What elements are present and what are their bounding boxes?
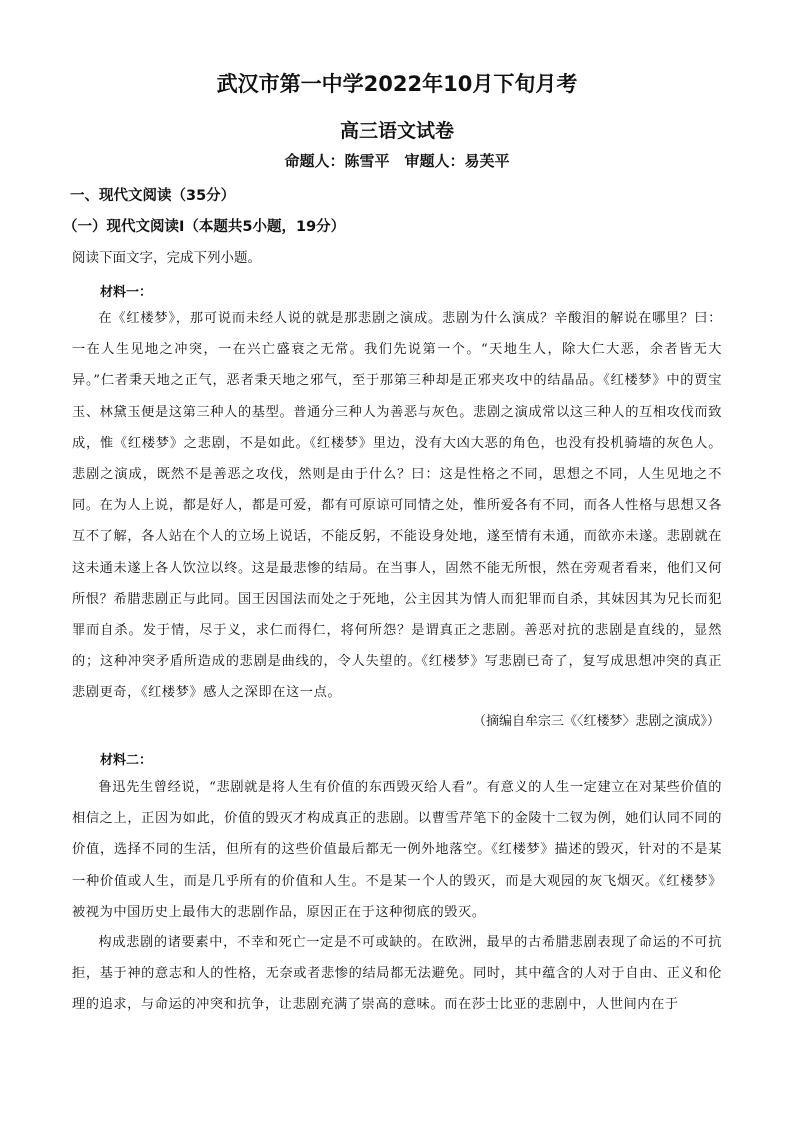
material-1-label: 材料一： bbox=[100, 285, 153, 300]
material-1-source: （摘编自牟宗三《〈红楼梦〉悲剧之演成》） bbox=[472, 714, 720, 729]
paper-title: 高三语文试卷 bbox=[339, 120, 454, 142]
material-2-paragraph-1: 鲁迅先生曾经说，“悲剧就是将人生有价值的东西毁灭给人看”。有意义的人生一定建立在对某些价值的相信之上，正因为如此，价值的毁灭才构成真正的悲剧。以曹雪芹笔下的金陵十二钗为例，她们认同不同的价值，选择不同的生活，但所有的这些价值最后都无一例外地落空。《红楼梦》描述的毁灭，针对的不是某一种价值或人生，而是几乎所有的价值和人生。不是某一个人的毁灭，而是大观园的灰飞烟灭。《红楼梦》被视为中国历史上最伟大的悲剧作品，原因正在于这种彻底的毁灭。 bbox=[72, 780, 722, 920]
instruction-text: 阅读下面文字，完成下列小题。 bbox=[72, 250, 261, 266]
subsection-heading: （一）现代文阅读Ⅰ（本题共5小题，19分） bbox=[63, 219, 346, 235]
material-2-label: 材料二： bbox=[100, 753, 153, 768]
authors-line: 命题人：陈雪平 审题人：易芙平 bbox=[284, 152, 510, 170]
material-2-paragraph-2: 构成悲剧的诸要素中，不幸和死亡一定是不可或缺的。在欧洲，最早的古希腊悲剧表现了命运的不可抗拒，基于神的意志和人的性格，无奈或者悲惨的结局都无法避免。同时，其中蕴含的人对于自由、正义和伦理的追求，与命运的冲突和抗争，让悲剧充满了崇高的意味。而在莎士比亚的悲剧中，人世间内在于 bbox=[72, 935, 722, 1013]
section-heading: 一、现代文阅读（35分） bbox=[70, 188, 236, 204]
exam-title: 武汉市第一中学2022年10月下旬月考 bbox=[216, 72, 578, 96]
material-1-paragraph: 在《红楼梦》，那可说而未经人说的就是那悲剧之演成。悲剧为什么演成？辛酸泪的解说在哪里？曰：一在人生见地之冲突，一在兴亡盛衰之无常。我们先说第一个。“天地生人，除大仁大恶，余者皆无大异。”仁者秉天地之正气，恶者秉天地之邪气，至于那第三种却是正邪夹攻中的结晶品。《红楼梦》中的贾宝玉、林黛玉便是这第三种人的基型。普通分三种人为善恶与灰色。悲剧之演成常以这三种人的互相攻伐而致成，惟《红楼梦》之悲剧，不是如此。《红楼梦》里边，没有大凶大恶的角色，也没有投机骑墙的灰色人。悲剧之演成，既然不是善恶之攻伐，然则是由于什么？曰：这是性格之不同，思想之不同，人生见地之不同。在为人上说，都是好人，都是可爱，都有可原谅可同情之处，惟所爱各有不同，而各人性格与思想又各互不了解，各人站在个人的立场上说话，不能反躬，不能设身处地，遂至情有未通，而欲亦未遂。悲剧就在这未通未遂上各人饮泣以终。这是最悲惨的结局。在当事人，固然不能无所恨，然在旁观者看来，他们又何所恨？希腊悲剧正与此同。国王因国法而处之于死地，公主因其为情人而犯罪而自杀，其妹因其为兄长而犯罪而自杀。发于情，尽于义，求仁而得仁，将何所怨？是谓真正之悲剧。善恶对抗的悲剧是直线的，显然的；这种冲突矛盾所造成的悲剧是曲线的，令人失望的。《红楼梦》写悲剧已奇了，复写成思想冲突的真正悲剧更奇，《红楼梦》感人之深即在这一点。 bbox=[72, 311, 722, 701]
